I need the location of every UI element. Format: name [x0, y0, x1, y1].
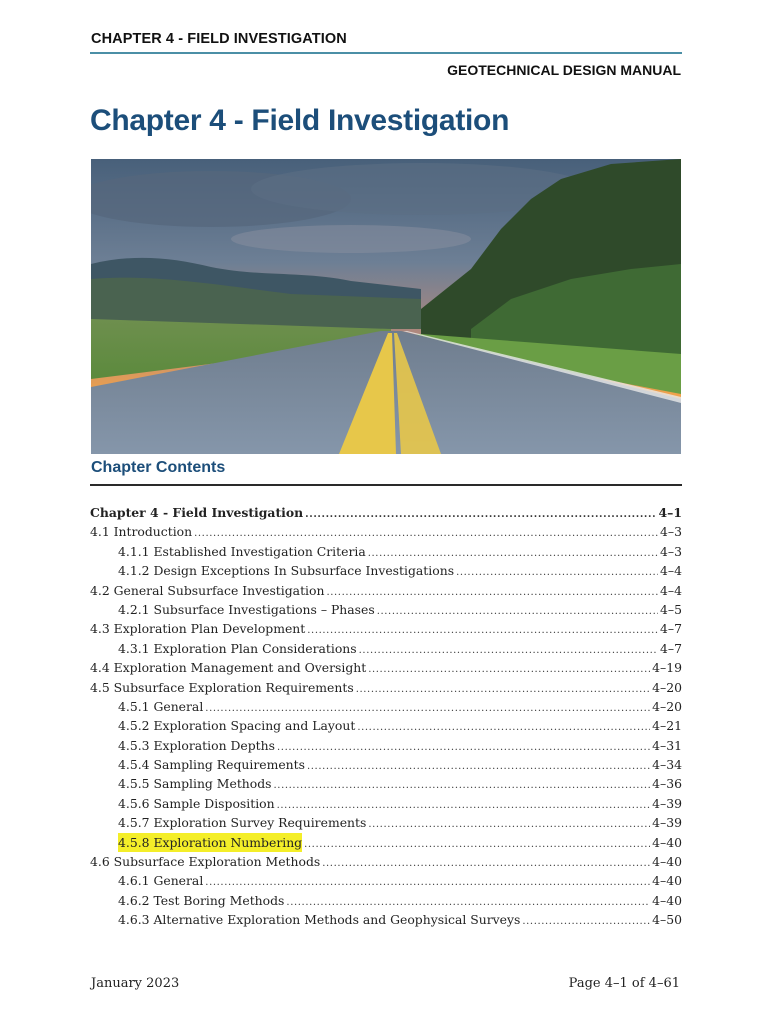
toc-entry-page: 4–1	[658, 505, 682, 520]
toc-entry[interactable]	[90, 658, 682, 677]
toc-entry[interactable]	[90, 833, 682, 852]
toc-entry-title: 4.1 Introduction	[90, 524, 193, 540]
toc-entry-page: 4–40	[652, 854, 682, 870]
toc-entry[interactable]	[90, 813, 682, 832]
toc-entry-page: 4–7	[660, 640, 682, 656]
header-rule	[90, 52, 682, 54]
toc-entry[interactable]	[90, 678, 682, 697]
toc-entry-page: 4–4	[660, 582, 682, 598]
toc-entry-page: 4–50	[652, 912, 682, 928]
toc-dot-leader	[277, 738, 650, 757]
toc-entry-title: 4.6 Subsurface Exploration Methods	[90, 854, 321, 870]
toc-entry[interactable]	[90, 910, 682, 929]
toc-entry-title: 4.5.2 Exploration Spacing and Layout	[118, 718, 356, 734]
toc-entry-title: 4.6.1 General	[118, 873, 204, 889]
toc-entry-page: 4–5	[660, 601, 682, 617]
toc-entry[interactable]	[90, 619, 682, 638]
toc-entry[interactable]	[90, 697, 682, 716]
toc-entry-title: 4.5.1 General	[118, 698, 204, 714]
toc-entry-page: 4–40	[652, 873, 682, 889]
toc-entry-title: 4.5.5 Sampling Methods	[118, 776, 272, 792]
toc-dot-leader	[356, 680, 650, 699]
toc-entry-page: 4–40	[652, 834, 682, 850]
toc-entry-title: 4.5 Subsurface Exploration Requirements	[90, 679, 354, 695]
toc-entry[interactable]	[90, 891, 682, 910]
toc-entry[interactable]	[90, 522, 682, 541]
toc-entry[interactable]	[90, 794, 682, 813]
toc-entry-page: 4–40	[652, 892, 682, 908]
toc-entry-page: 4–19	[652, 660, 682, 676]
contents-rule	[90, 484, 682, 486]
toc-entry[interactable]	[90, 774, 682, 793]
toc-dot-leader	[377, 602, 658, 621]
footer-date: January 2023	[91, 976, 180, 991]
toc-entry[interactable]	[90, 852, 682, 871]
chapter-contents-heading: Chapter Contents	[91, 459, 226, 476]
toc-entry-page: 4–7	[660, 621, 682, 637]
toc-dot-leader	[307, 621, 658, 640]
toc-entry[interactable]	[90, 581, 682, 600]
toc-entry-title: 4.4 Exploration Management and Oversight	[90, 660, 367, 676]
toc-entry-page: 4–39	[652, 815, 682, 831]
toc-entry[interactable]	[90, 639, 682, 658]
toc-entry-title: Chapter 4 - Field Investigation	[90, 505, 304, 520]
toc-dot-leader	[368, 660, 650, 679]
toc-dot-leader	[368, 815, 650, 834]
toc-dot-leader	[304, 835, 650, 854]
toc-entry[interactable]	[90, 755, 682, 774]
running-header-chapter: CHAPTER 4 - FIELD INVESTIGATION	[91, 31, 347, 47]
chapter-title: Chapter 4 - Field Investigation	[90, 104, 510, 137]
toc-entry[interactable]	[90, 716, 682, 735]
footer-page-number: Page 4–1 of 4–61	[568, 976, 680, 991]
toc-entry-title: 4.1.2 Design Exceptions In Subsurface Investigations	[118, 563, 455, 579]
toc-dot-leader	[456, 563, 658, 582]
toc-entry-title: 4.3.1 Exploration Plan Considerations	[118, 640, 357, 656]
toc-entry-title: 4.5.3 Exploration Depths	[118, 737, 276, 753]
toc-entry[interactable]	[90, 600, 682, 619]
toc-entry-page: 4–34	[652, 757, 682, 773]
toc-entry-title: 4.6.3 Alternative Exploration Methods and Geophysical Surveys	[118, 912, 521, 928]
toc-dot-leader	[359, 641, 658, 660]
toc-entry-page: 4–20	[652, 679, 682, 695]
toc-entry-page: 4–39	[652, 795, 682, 811]
toc-dot-leader	[326, 583, 658, 602]
toc-entry[interactable]	[90, 542, 682, 561]
toc-entry-page: 4–21	[652, 718, 682, 734]
toc-entry-title: 4.5.6 Sample Disposition	[118, 795, 275, 811]
toc-entry-page: 4–3	[660, 524, 682, 540]
toc-entry-page: 4–31	[652, 737, 682, 753]
toc-entry-title: 4.2 General Subsurface Investigation	[90, 582, 325, 598]
toc-entry[interactable]	[90, 736, 682, 755]
toc-entry-page: 4–20	[652, 698, 682, 714]
toc-dot-leader	[322, 854, 650, 873]
toc-entry-page: 4–3	[660, 543, 682, 559]
toc-dot-leader	[522, 912, 650, 931]
toc-entry-title: 4.2.1 Subsurface Investigations – Phases	[118, 601, 375, 617]
table-of-contents	[90, 503, 682, 930]
toc-entry[interactable]	[90, 561, 682, 580]
toc-entry-title: 4.5.7 Exploration Survey Requirements	[118, 815, 367, 831]
toc-entry-title: 4.6.2 Test Boring Methods	[118, 892, 285, 908]
running-header-manual: GEOTECHNICAL DESIGN MANUAL	[447, 62, 681, 78]
toc-entry[interactable]	[90, 503, 682, 522]
cover-photo-road	[91, 159, 681, 454]
toc-dot-leader	[357, 718, 650, 737]
toc-dot-leader	[307, 757, 650, 776]
toc-entry-title: 4.5.8 Exploration Numbering	[118, 833, 302, 852]
toc-dot-leader	[274, 776, 651, 795]
toc-entry-page: 4–4	[660, 563, 682, 579]
toc-entry-title: 4.1.1 Established Investigation Criteria	[118, 543, 366, 559]
toc-entry-page: 4–36	[652, 776, 682, 792]
toc-entry-title: 4.5.4 Sampling Requirements	[118, 757, 305, 773]
toc-dot-leader	[305, 505, 656, 524]
toc-entry[interactable]	[90, 871, 682, 890]
toc-entry-title: 4.3 Exploration Plan Development	[90, 621, 306, 637]
